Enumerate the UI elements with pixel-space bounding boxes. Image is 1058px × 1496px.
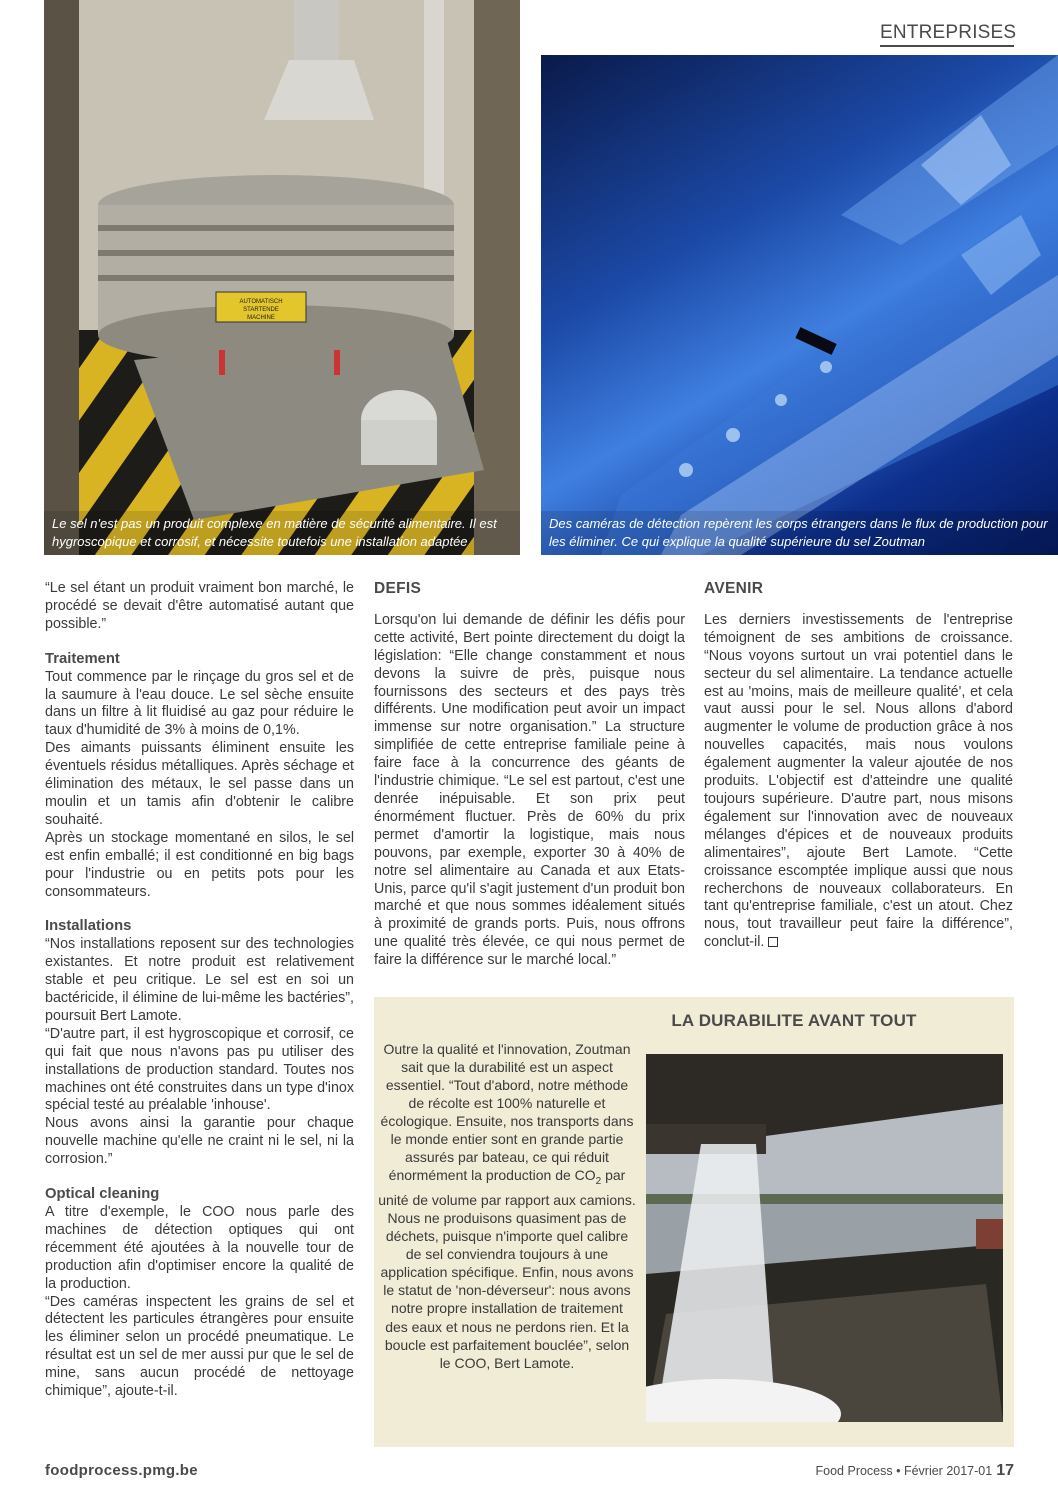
paragraph-text: Les derniers investissements de l'entreprise témoignent de ses ambitions de croissance. “Nous voyons surtout un vrai potentiel dans le secteur du sel alimentaire. La tendance actuelle est au 'moins, mais de meilleure qualité', et cela vaut aussi pour le sel. Nous allons d'abord augmenter le volume de production grâce à nos nouvelles capacités, mais nous voulons également augmenter la valeur ajoutée de nos produits. L'objectif est d'atteindre une qualité toujours supérieure. D'autre part, nous misons également sur l'innovation avec de nouveaux mélanges d'épices et de nouveaux produits alimentaires”, ajoute Bert Lamote. “Cette croissance escomptée implique aussi que nous recherchons de nouveaux collaborateurs. En tant qu'entreprise familiale, c'est un atout. Chez nous, tout travailleur peut faire la différence”, conclut-il. <box>704 611 1013 951</box>
svg-text:STARTENDE: STARTENDE <box>243 307 279 313</box>
paragraph: “D'autre part, il est hygroscopique et corrosif, ce qui fait que nous n'avons pas pu utiliser des installations de production standard. Toutes nos machines ont été construites dans un type d'inox spécial testé au préalable 'inhouse'. <box>45 1025 354 1114</box>
machine-photo-caption: Le sel n'est pas un produit complexe en matière de sécurité alimentaire. Il est hygroscopique et corrosif, et nécessite toutefois une installation adaptée <box>44 511 520 555</box>
salt-ship-photo <box>646 1054 1003 1422</box>
paragraph: Nous avons ainsi la garantie pour chaque nouvelle machine qu'elle ne craint ni le sel, ni la corrosion.” <box>45 1115 354 1168</box>
machine-photo <box>44 0 520 555</box>
paragraph: Tout commence par le rinçage du gros sel et de la saumure à l'eau douce. Le sel sèche ensuite dans un filtre à lit fluidisé au gaz pour réduire le taux d'humidité de 3% à moins de 0,1%. <box>45 668 354 739</box>
camera-photo-caption: Des caméras de détection repèrent les corps étrangers dans le flux de production pour les éliminer. Ce qui explique la qualité supérieure du sel Zoutman <box>541 511 1058 555</box>
subheading-optical-cleaning: Optical cleaning <box>45 1186 160 1203</box>
paragraph: A titre d'exemple, le COO nous parle des machines de détection optiques qui ont récemment été ajoutées à la nouvelle tour de production afin d'optimiser encore la qualité de la production. <box>45 1204 354 1292</box>
paragraph: Des aimants puissants éliminent ensuite les éventuels résidus métalliques. Après séchage et élimination des métaux, le sel passe dans un moulin et un tamis afin d'obtenir le calibre souhaité. <box>45 740 354 828</box>
paragraph: “Des caméras inspectent les grains de sel et détectent les particules étrangères pour ensuite les éliminer selon un procédé pneumatique. Le résultat est un sel de mer aussi pur que le sel de mine, sans aucun procédé de nettoyage chimique”, ajoute-t-il. <box>45 1293 354 1400</box>
paragraph <box>704 612 1013 952</box>
section-tag: ENTREPRISES <box>880 22 1014 47</box>
subheading-traitement: Traitement <box>45 650 120 667</box>
issue-info: Food Process • Février 2017-01 <box>815 1464 993 1478</box>
sustainability-box <box>374 997 1014 1447</box>
paragraph: Lorsqu'on lui demande de définir les défis pour cette activité, Bert pointe directement du doigt la législation: “Elle change constamment et nous devons la suivre de près, puisque nous fournissons des secteurs et des pays très différents. Une modification peut avoir un impact immense sur notre organisation.” La structure simplifiée de cette entreprise familiale peine à faire face à la concurrence des géants de l'industrie chimique. “Le sel est partout, c'est une denrée inépuisable. Et son prix peut énormément fluctuer. Près de 60% du prix permet d'amortir la logistique, mais nous pouvons, par exemple, exporter 30 à 40% de notre sel alimentaire au Canada et aux Etats-Unis, parce qu'il s'agit justement d'un produit bon marché et que nous sommes idéalement situés à proximité de grands ports. Puis, nous offrons une qualité très élevée, ce qui nous permet de faire la différence sur le marché local.” <box>374 611 685 969</box>
paragraph: “Nos installations reposent sur des technologies existantes. Et notre produit est relativement stable et peu critique. Le sel est en soi un bactéricide, il élimine de lui-même les bactéries”, poursuit Bert Lamote. <box>45 936 354 1024</box>
end-of-article-icon <box>768 937 778 947</box>
footer-website: foodprocess.pmg.be <box>45 1462 198 1479</box>
svg-text:MACHINE: MACHINE <box>247 315 275 321</box>
camera-photo <box>541 55 1058 555</box>
heading-avenir: AVENIR <box>704 580 764 597</box>
box-text: Outre la qualité et l'innovation, Zoutman sait que la durabilité est un aspect essentiel. “Tout d'abord, notre méthode de récolte est 100% naturelle et écologique. Ensuite, nos transports dans le monde entier sont en grande partie assurés par bateau, ce qui réduit énormément la production de $CO_2$ par unité de volume par rapport aux camions. Nous ne produisons quasiment pas de déchets, puisque n'importe quel calibre de sel conviendra toujours à une application spécifique. Enfin, nous avons le statut de 'non-déverseur': nous avons notre propre installation de traitement des eaux et nous ne perdons rien. Et la boucle est parfaitement bouclée”, selon le COO, Bert Lamote. <box>378 1041 636 1371</box>
page-number: 17 <box>996 1462 1014 1479</box>
heading-defis: DEFIS <box>374 580 422 597</box>
machine-warning-sign: AUTOMATISCH <box>239 299 283 305</box>
subheading-installations: Installations <box>45 918 132 935</box>
footer-issue <box>816 1462 1014 1480</box>
intro-quote: “Le sel étant un produit vraiment bon marché, le procédé se devait d'être automatisé autant que possible.” <box>45 580 354 632</box>
box-title: LA DURABILITE AVANT TOUT <box>671 1011 917 1030</box>
paragraph: Après un stockage momentané en silos, le sel est enfin emballé; il est conditionné en big bags pour l'industrie ou en petits pots pour les consommateurs. <box>45 829 354 900</box>
column-1 <box>45 580 354 1401</box>
column-3 <box>704 580 1013 952</box>
column-2 <box>374 580 685 970</box>
